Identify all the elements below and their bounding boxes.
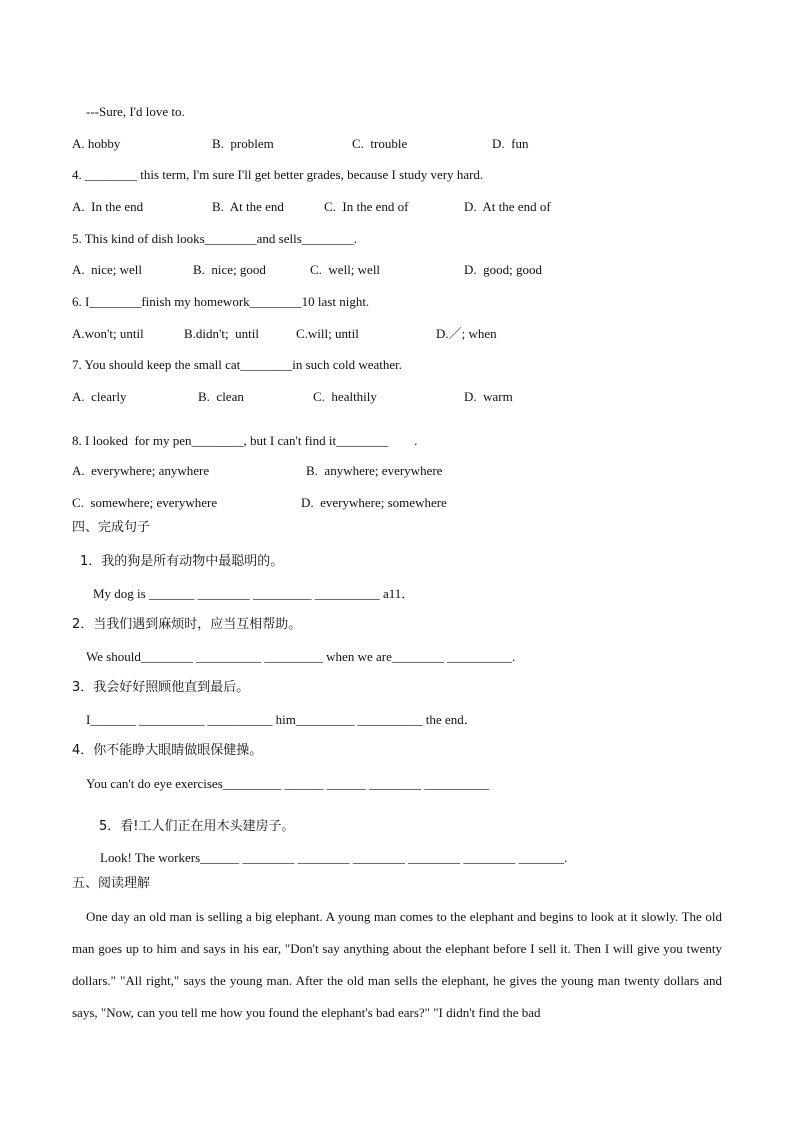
q8-option-c: C. somewhere; everywhere — [72, 495, 218, 510]
sentence-2-english: We should________ __________ _________ when we are________ __________. — [86, 649, 516, 664]
reading-passage: One day an old man is selling a big elephant. A young man comes to the elephant and begins to look at it slowly. The old man goes up to him and says in his ear, "Don't say anything about the elephant before I sell it. Then I will give you twenty dollars." "All right," says the young man. After the old man sells the elephant, he gives the young man twenty dollars and says, "Now, can you tell me how you found the elephant's bad ears?" "I didn't find the bad — [72, 909, 722, 1020]
q5-option-a: A. nice; well — [72, 262, 143, 277]
previous-answer-line: ---Sure, I'd love to. — [86, 104, 185, 119]
q4-option-c: C. In the end of — [324, 199, 409, 214]
question-6: 6. I________finish my homework________10 last night. — [72, 294, 370, 309]
q7-option-b: B. clean — [198, 389, 244, 404]
q4-option-a: A. In the end — [72, 199, 144, 214]
q5-option-d: D. good; good — [464, 262, 542, 277]
sentence-3-chinese: 3．我会好好照顾他直到最后。 — [72, 680, 250, 695]
question-8: 8. I looked for my pen________, but I can't find it________ . — [72, 433, 418, 448]
q6-option-c: C.will; until — [296, 326, 359, 341]
sentence-4-english: You can't do eye exercises_________ ______ ______ ________ __________ — [86, 776, 490, 791]
q6-option-d: D.／; when — [436, 326, 497, 341]
q8-option-b: B. anywhere; everywhere — [306, 463, 443, 478]
q8-option-a: A. everywhere; anywhere — [72, 463, 210, 478]
q3-option-d: D. fun — [492, 136, 529, 151]
q3-option-b: B. problem — [212, 136, 274, 151]
question-5: 5. This kind of dish looks________and sells________. — [72, 231, 358, 246]
q4-option-b: B. At the end — [212, 199, 284, 214]
q3-option-c: C. trouble — [352, 136, 408, 151]
q5-option-c: C. well; well — [310, 262, 381, 277]
q6-option-a: A.won't; until — [72, 326, 144, 341]
q7-option-c: C. healthily — [313, 389, 377, 404]
sentence-4-chinese: 4．你不能睁大眼睛做眼保健操。 — [72, 743, 263, 758]
sentence-1-english: My dog is _______ ________ _________ __________ a11． — [93, 586, 415, 601]
sentence-5-english: Look! The workers______ ________ ________ ________ ________ ________ _______. — [100, 850, 568, 865]
section-5-heading: 五、阅读理解 — [72, 876, 151, 891]
q7-option-a: A. clearly — [72, 389, 127, 404]
q7-option-d: D. warm — [464, 389, 513, 404]
sentence-3-english: I_______ __________ __________ him_________ __________ the end． — [86, 712, 477, 727]
sentence-5-chinese: 5．看!工人们正在用木头建房子。 — [99, 819, 295, 834]
question-7: 7. You should keep the small cat________in such cold weather. — [72, 357, 403, 372]
section-4-heading: 四、完成句子 — [72, 520, 151, 535]
question-4: 4. ________ this term, I'm sure I'll get better grades, because I study very hard. — [72, 167, 484, 182]
sentence-2-chinese: 2．当我们遇到麻烦时，应当互相帮助。 — [72, 617, 302, 632]
q5-option-b: B. nice; good — [193, 262, 266, 277]
q8-option-d: D. everywhere; somewhere — [301, 495, 447, 510]
q6-option-b: B.didn't; until — [184, 326, 259, 341]
q3-option-a: A. hobby — [72, 136, 121, 151]
q4-option-d: D. At the end of — [464, 199, 551, 214]
sentence-1-chinese: 1．我的狗是所有动物中最聪明的。 — [80, 554, 284, 569]
